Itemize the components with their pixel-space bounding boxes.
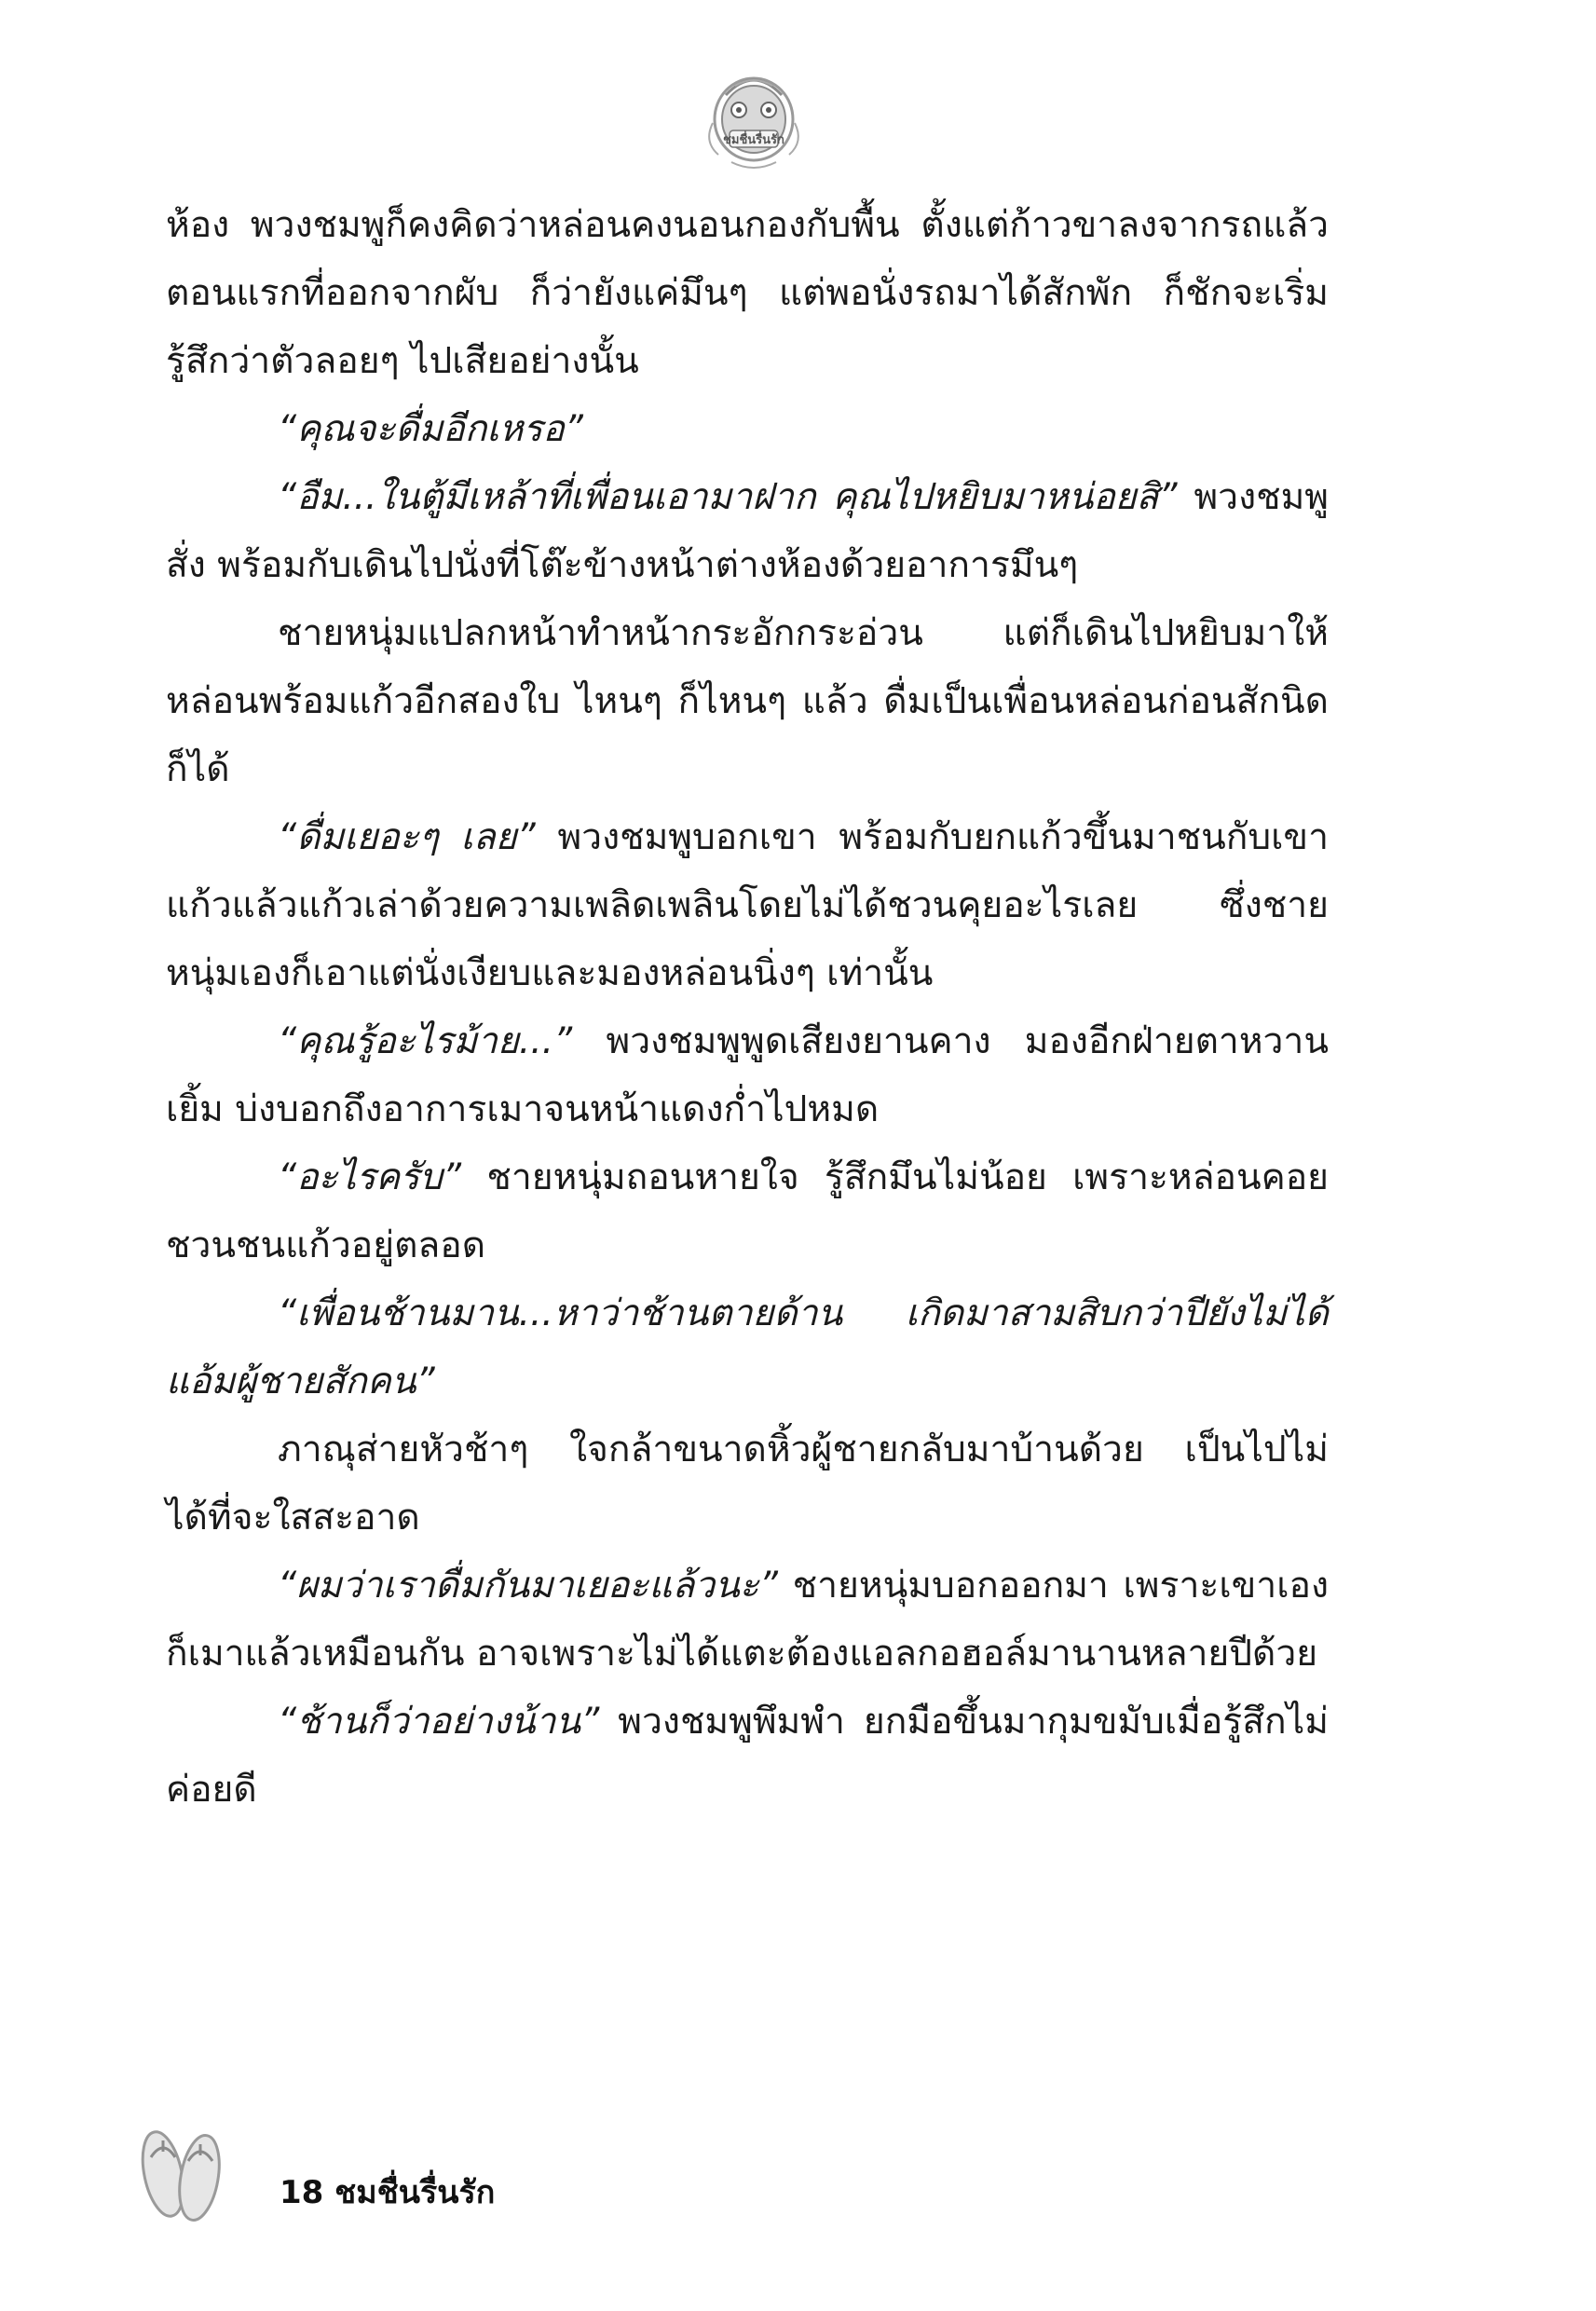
flip-flops-icon [130,2120,233,2232]
narration-text: ภาณุส่ายหัวช้าๆ ใจกล้าขนาดหิ้วผู้ชายกลับมาบ้านด้วย เป็นไปไม่ได้ที่จะใสสะอาด [166,1429,1329,1538]
page-footer [130,2120,689,2232]
paragraph [166,803,1329,1007]
paragraph [166,1552,1329,1688]
dialogue-text: “อะไรครับ” [278,1156,462,1198]
dialogue-text: “ช้านก็ว่าอย่างน้าน” [278,1701,600,1743]
logo-text-overlay [694,58,813,177]
header-logo [694,58,813,177]
logo-text: ชมชื่นรื่นรัก [723,133,784,147]
paragraph [166,191,1329,395]
paragraph [166,1415,1329,1552]
dialogue-text: “ดื่มเยอะๆ เลย” [278,816,536,858]
paragraph [166,1007,1329,1143]
narration-text: พวงชมพูบอกเขา พร้อมกับยกแก้วขึ้นมาชนกับเขา แก้วแล้วแก้วเล่าด้วยความเพลิดเพลินโดยไม่ได้ชวนคุยอะไรเลย ซึ่งชายหนุ่มเองก็เอาแต่นั่งเงียบและมองหล่อนนิ่งๆ เท่านั้น [166,816,1329,994]
narration-text: พวงชมพูพูดเสียงยานคาง มองอีกฝ่ายตาหวานเยิ้ม บ่งบอกถึงอาการเมาจนหน้าแดงก่ำไปหมด [166,1020,1329,1130]
body-text [166,191,1329,1824]
narration-text: ชายหนุ่มแปลกหน้าทำหน้ากระอักกระอ่วน แต่ก็เดินไปหยิบมาให้หล่อนพร้อมแก้วอีกสองใบ ไหนๆ ก็ไหนๆ แล้ว ดื่มเป็นเพื่อนหล่อนก่อนสักนิดก็ได้ [166,612,1329,790]
paragraph [166,395,1329,463]
paragraph [166,1143,1329,1279]
dialogue-text: “ผมว่าเราดื่มกันมาเยอะแล้วนะ” [278,1565,778,1607]
page-number: 18 [280,2174,324,2211]
book-title: ชมชื่นรื่นรัก [334,2174,496,2211]
dialogue-text: “คุณรู้อะไรม้าย...” [278,1020,573,1062]
dialogue-text: “คุณจะดื่มอีกเหรอ” [278,408,583,450]
paragraph [166,599,1329,803]
paragraph [166,463,1329,599]
narration-text: ชายหนุ่มบอกออกมา เพราะเขาเองก็เมาแล้วเหมือนกัน อาจเพราะไม่ได้แตะต้องแอลกอฮอล์มานานหลายปีด้วย [166,1565,1329,1675]
narration-text: พวงชมพูสั่ง พร้อมกับเดินไปนั่งที่โต๊ะข้างหน้าต่างห้องด้วยอาการมึนๆ [166,476,1330,586]
dialogue-text: “เพื่อนช้านมาน...หาว่าช้านตายด้าน เกิดมาสามสิบกว่าปียังไม่ได้แอ้มผู้ชายสักคน” [166,1292,1329,1402]
paragraph [166,1279,1329,1415]
dialogue-text: “อืม...ในตู้มีเหล้าที่เพื่อนเอามาฝาก คุณไปหยิบมาหน่อยสิ” [278,476,1178,518]
paragraph [166,1688,1329,1824]
narration-text: ชายหนุ่มถอนหายใจ รู้สึกมึนไม่น้อย เพราะหล่อนคอยชวนชนแก้วอยู่ตลอด [166,1156,1329,1266]
narration-text: ห้อง พวงชมพูก็คงคิดว่าหล่อนคงนอนกองกับพื้น ตั้งแต่ก้าวขาลงจากรถแล้ว ตอนแรกที่ออกจากผับ ก็ว่ายังแค่มึนๆ แต่พอนั่งรถมาได้สักพัก ก็ชักจะเริ่มรู้สึกว่าตัวลอยๆ ไปเสียอย่างนั้น [166,204,1329,382]
narration-text: พวงชมพูพึมพำ ยกมือขึ้นมากุมขมับเมื่อรู้สึกไม่ค่อยดี [166,1701,1329,1811]
footer-label [280,2167,495,2217]
